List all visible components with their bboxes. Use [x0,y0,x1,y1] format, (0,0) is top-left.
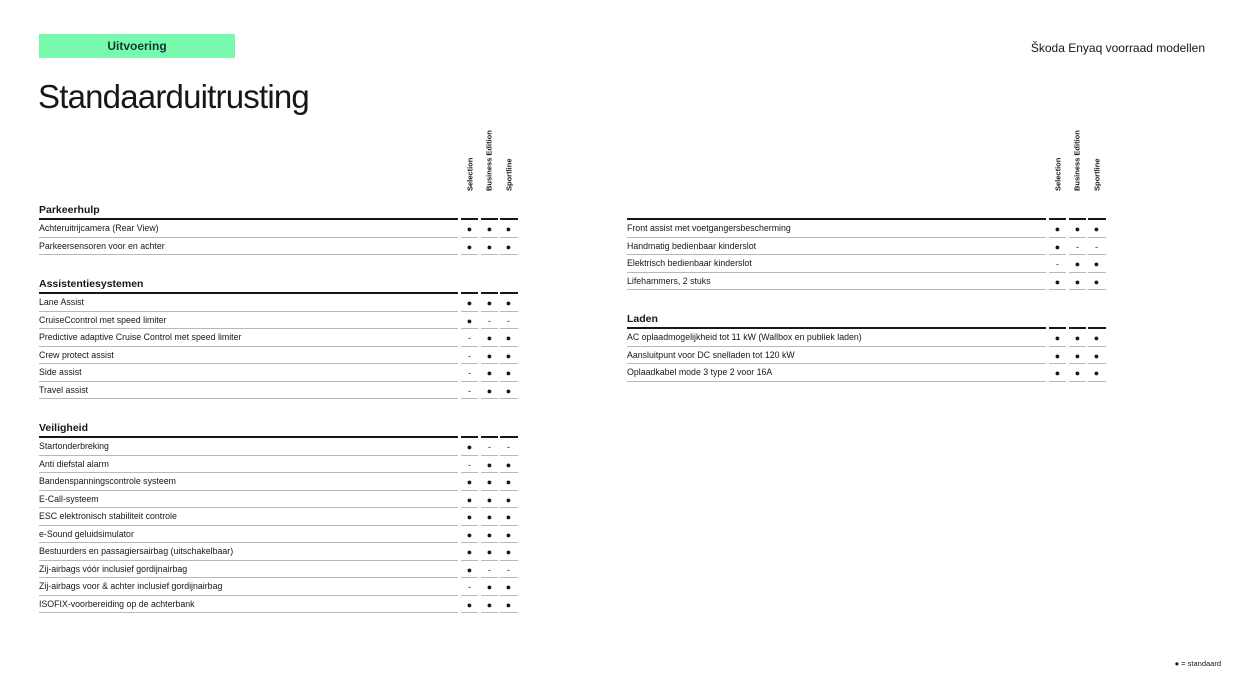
row-underline [39,254,458,255]
row-label: Bandenspanningscontrole systeem [39,476,176,486]
standard-dot-icon: ● [1093,259,1100,269]
table-section [627,198,1107,290]
right-equipment-table [627,128,1107,382]
table-row [39,312,519,330]
standard-dot-icon: ● [505,368,512,378]
row-label: e-Sound geluidsimulator [39,528,134,539]
standard-dot-icon: ● [486,333,493,343]
standard-dot-icon: ● [505,459,512,470]
row-underline [481,612,498,613]
not-available-dash: - [1095,241,1098,252]
section-title-text: Assistentiesystemen [39,278,144,290]
standard-dot-icon: ● [505,333,512,343]
section-title-text: Veiligheid [39,422,89,434]
standard-dot-icon: ● [505,512,512,522]
standard-dot-icon: ● [505,494,512,505]
standard-dot-icon: ● [466,241,473,252]
standard-dot-icon: ● [1074,224,1081,234]
left-table-body [39,198,519,613]
row-label: Crew protect assist [39,349,114,360]
section-title [39,272,519,292]
standard-dot-icon: ● [1054,276,1061,287]
standard-dot-icon: ● [486,494,493,505]
section-title [627,198,1107,218]
standard-dot-icon: ● [505,298,512,308]
not-available-dash: - [468,368,471,378]
row-underline [461,612,478,613]
standard-dot-icon: ● [1093,333,1100,343]
column-header-sportline: Sportline [1092,158,1102,191]
standard-dot-icon: ● [1093,368,1100,378]
not-available-dash: - [468,582,471,592]
standard-dot-icon: ● [505,547,512,557]
standard-dot-icon: ● [1074,333,1081,343]
row-label: Travel assist [39,384,89,395]
standard-dot-icon: ● [505,224,512,234]
column-header-business-edition: Business Edition [1072,130,1082,191]
column-header-selection: Selection [1053,157,1063,191]
standard-dot-icon: ● [505,241,512,252]
table-section [39,198,519,255]
row-underline [461,398,478,399]
left-equipment-table [39,128,519,613]
standard-dot-icon: ● [505,477,512,487]
row-underline [481,398,498,399]
table-row [627,255,1107,273]
row-underline [1069,381,1086,382]
row-label: E-Call-systeem [39,493,99,504]
standard-dot-icon: ● [1054,224,1061,234]
standard-dot-icon: ● [486,477,493,487]
table-row [627,329,1107,347]
table-row [39,561,519,579]
row-label: Zij-airbags vóór inclusief gordijnairbag [39,563,188,574]
standard-dot-icon: ● [486,529,493,540]
column-header-business-edition: Business Edition [484,130,494,191]
standard-dot-icon: ● [486,241,493,252]
row-underline [1049,381,1066,382]
row-underline [627,289,1046,290]
standard-dot-icon: ● [1093,224,1100,234]
row-underline [1088,381,1106,382]
row-label: Anti diefstal alarm [39,458,109,469]
row-label: Parkeersensoren voor en achter [39,240,165,251]
standard-dot-icon: ● [486,512,493,522]
not-available-dash: - [507,442,510,452]
row-underline [461,254,478,255]
table-row [39,238,519,256]
standard-dot-icon: ● [466,564,473,575]
section-title-text: Laden [627,313,658,325]
section-title-text: Parkeerhulp [39,204,100,216]
row-underline [39,612,458,613]
row-underline [627,381,1046,382]
standard-dot-icon: ● [505,582,512,592]
standard-dot-icon: ● [1093,350,1100,361]
row-label: AC oplaadmogelijkheid tot 11 kW (Wallbox en publiek laden) [627,332,862,342]
row-underline [500,612,518,613]
standard-dot-icon: ● [466,224,473,234]
row-label: Zij-airbags voor & achter inclusief gordijnairbag [39,581,223,591]
row-underline [1069,289,1086,290]
standard-dot-icon: ● [486,368,493,378]
standard-dot-icon: ● [1074,368,1081,378]
row-underline [1049,289,1066,290]
standard-dot-icon: ● [466,477,473,487]
section-badge-label: Uitvoering [107,39,167,53]
standard-dot-icon: ● [486,582,493,592]
row-label: CruiseCcontrol met speed limiter [39,314,167,325]
row-underline [39,398,458,399]
not-available-dash: - [507,315,510,326]
row-label: ISOFIX-voorbereiding op de achterbank [39,598,195,609]
not-available-dash: - [1056,259,1059,269]
row-label: Side assist [39,367,82,377]
row-label: Oplaadkabel mode 3 type 2 voor 16A [627,367,773,377]
table-row [627,364,1107,382]
column-headers [627,128,1107,192]
table-row [39,491,519,509]
not-available-dash: - [1076,241,1079,252]
table-row [39,456,519,474]
standard-dot-icon: ● [505,599,512,610]
row-label: Aansluitpunt voor DC snelladen tot 120 kW [627,349,795,360]
row-underline [1088,289,1106,290]
column-header-selection: Selection [465,157,475,191]
table-section [39,272,519,399]
table-row [39,364,519,382]
column-header-sportline: Sportline [504,158,514,191]
standard-dot-icon: ● [486,459,493,470]
row-underline [500,254,518,255]
table-row [627,347,1107,365]
table-row [627,220,1107,238]
row-label: Handmatig bedienbaar kinderslot [627,240,757,251]
table-row [39,578,519,596]
row-label: Startonderbreking [39,441,109,451]
standard-dot-icon: ● [486,350,493,361]
not-available-dash: - [507,564,510,575]
standard-dot-icon: ● [505,529,512,540]
table-row [39,220,519,238]
table-row [39,347,519,365]
brand-title: Škoda Enyaq voorraad modellen [1030,41,1205,55]
standard-dot-icon: ● [466,298,473,308]
section-badge [39,34,235,58]
standard-dot-icon: ● [466,494,473,505]
table-row [39,438,519,456]
row-label: Achteruitrijcamera (Rear View) [39,223,159,233]
standard-dot-icon: ● [1054,333,1061,343]
table-row [39,543,519,561]
not-available-dash: - [488,315,491,326]
standard-dot-icon: ● [486,298,493,308]
standard-dot-icon: ● [1074,350,1081,361]
row-label: Lane Assist [39,297,84,307]
table-row [39,382,519,400]
row-underline [481,254,498,255]
legend: ● = standaard [1174,659,1221,668]
right-table-body [627,198,1107,382]
table-row [627,238,1107,256]
table-row [39,294,519,312]
table-row [39,526,519,544]
not-available-dash: - [468,350,471,361]
standard-dot-icon: ● [466,442,473,452]
not-available-dash: - [468,385,471,396]
section-title [39,198,519,218]
not-available-dash: - [468,333,471,343]
standard-dot-icon: ● [1054,241,1061,252]
section-title [39,416,519,436]
standard-dot-icon: ● [1054,350,1061,361]
table-row [39,329,519,347]
standard-dot-icon: ● [505,350,512,361]
table-section [39,416,519,613]
standard-dot-icon: ● [466,315,473,326]
standard-dot-icon: ● [1093,276,1100,287]
standard-dot-icon: ● [1074,276,1081,287]
standard-dot-icon: ● [466,547,473,557]
table-section [627,307,1107,382]
standard-dot-icon: ● [466,529,473,540]
standard-dot-icon: ● [486,599,493,610]
page-title: Standaarduitrusting [38,78,309,115]
table-row [39,596,519,614]
standard-dot-icon: ● [486,224,493,234]
table-row [627,273,1107,291]
standard-dot-icon: ● [486,547,493,557]
row-underline [500,398,518,399]
row-label: Elektrisch bedienbaar kinderslot [627,258,752,268]
standard-dot-icon: ● [486,385,493,396]
row-label: Predictive adaptive Cruise Control met speed limiter [39,332,242,342]
not-available-dash: - [468,459,471,470]
row-label: Lifehammers, 2 stuks [627,275,711,286]
not-available-dash: - [488,564,491,575]
table-row [39,473,519,491]
row-label: Bestuurders en passagiersairbag (uitschakelbaar) [39,546,234,556]
table-row [39,508,519,526]
standard-dot-icon: ● [505,385,512,396]
standard-dot-icon: ● [1054,368,1061,378]
not-available-dash: - [488,442,491,452]
row-label: Front assist met voetgangersbescherming [627,223,791,233]
row-label: ESC elektronisch stabiliteit controle [39,511,177,521]
section-title [627,307,1107,327]
standard-dot-icon: ● [1074,259,1081,269]
column-headers [39,128,519,192]
standard-dot-icon: ● [466,512,473,522]
standard-dot-icon: ● [466,599,473,610]
